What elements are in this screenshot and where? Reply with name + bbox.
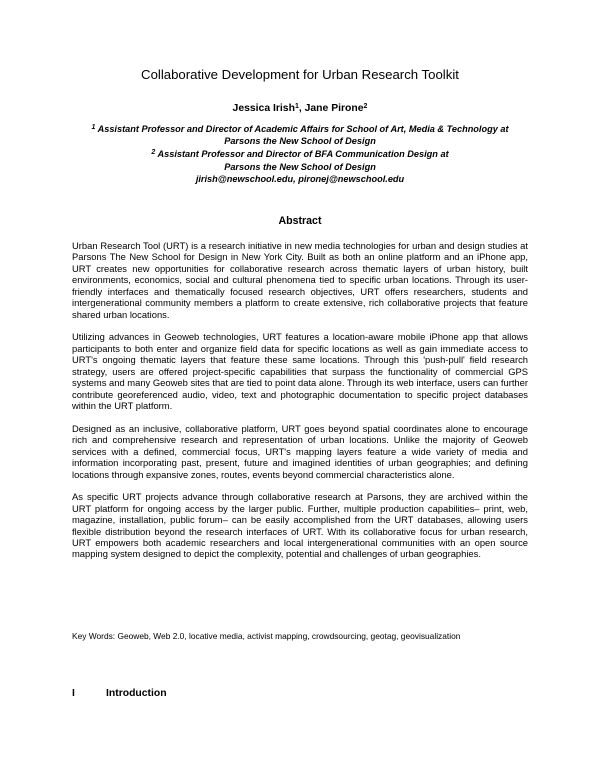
abstract-body	[72, 240, 528, 571]
abstract-paragraph: Urban Research Tool (URT) is a research initiative in new media technologies for urban and design studies at Parsons The New School for Design in New York City. Built as both an online platform and an iPhone app, URT creates new opportunities for collaborative research across thematic layers of urban history, built environments, economics, social and cultural phenomena tied to specific urban locations. Through its user-friendly interfaces and thematically focused research objectives, URT offers researchers, students and intergenerational community members a platform to create extensive, rich collaborative projects that feature shared urban locations.	[72, 240, 528, 320]
affiliation-superscript: 2	[151, 149, 156, 157]
abstract-paragraph: As specific URT projects advance through collaborative research at Parsons, they are archived within the URT platform for ongoing access by the larger public. Further, multiple production capabilities– print, web, magazine, installation, public forum– can be easily accomplished from the URT databases, allowing users flexible distribution beyond the research interfaces of URT. With its collaborative focus for urban research, URT empowers both academic researchers and local intergenerational communities with an open source mapping system designed to depict the complexity, potential and challenges of urban geographies.	[72, 491, 528, 560]
author-line	[0, 100, 600, 115]
affiliations	[60, 122, 540, 185]
affiliation-text: Assistant Professor and Director of Academic Affairs for School of Art, Media & Technology at	[95, 124, 509, 134]
affiliation-text: Assistant Professor and Director of BFA Communication Design at	[155, 149, 449, 160]
affiliation-superscript: 1	[91, 124, 96, 131]
affiliation-line: Parsons the New School of Design	[224, 136, 376, 147]
keywords: Key Words: Geoweb, Web 2.0, locative media, activist mapping, crowdsourcing, geotag, geovisualization	[72, 631, 461, 641]
affiliation-line	[60, 147, 540, 160]
affiliation-line	[60, 122, 540, 135]
section-number: I	[72, 688, 75, 699]
author-superscript: 2	[363, 103, 368, 110]
author-emails: jirish@newschool.edu, pironej@newschool.edu	[195, 173, 405, 184]
section-heading	[72, 688, 167, 699]
author-name: Jane Pirone	[304, 103, 364, 114]
abstract-heading: Abstract	[278, 215, 322, 227]
paper-title: Collaborative Development for Urban Research Toolkit	[141, 67, 459, 82]
section-title: Introduction	[106, 688, 167, 699]
abstract-paragraph: Designed as an inclusive, collaborative platform, URT goes beyond spatial coordinates alone to encourage rich and comprehensive research and representation of urban locations. Unlike the majority of Geoweb services with a defined, commercial focus, URT's mapping layers feature a wide variety of media and information incorporating past, present, future and imagined identities of urban geographies; and defining locations through expansive zones, routes, events beyond commercial characteristics alone.	[72, 422, 528, 480]
author-separator: ,	[298, 103, 305, 114]
affiliation-line: Parsons the New School of Design	[224, 161, 376, 172]
author-superscript: 1	[294, 103, 299, 110]
author-name: Jessica Irish	[232, 103, 295, 114]
abstract-paragraph: Utilizing advances in Geoweb technologies, URT features a location-aware mobile iPhone app that allows participants to both enter and organize field data for specific locations as well as gain immediate access to URT's ongoing thematic layers that feature these same locations. Through this 'push-pull' field research strategy, users are offered project-specific capabilities that surpass the functionality of commercial GPS systems and many Geoweb sites that are tied to point data alone. Through its web interface, users can further contribute georeferenced audio, video, text and photographic documentation to specific project databases within the URT platform.	[72, 331, 528, 412]
